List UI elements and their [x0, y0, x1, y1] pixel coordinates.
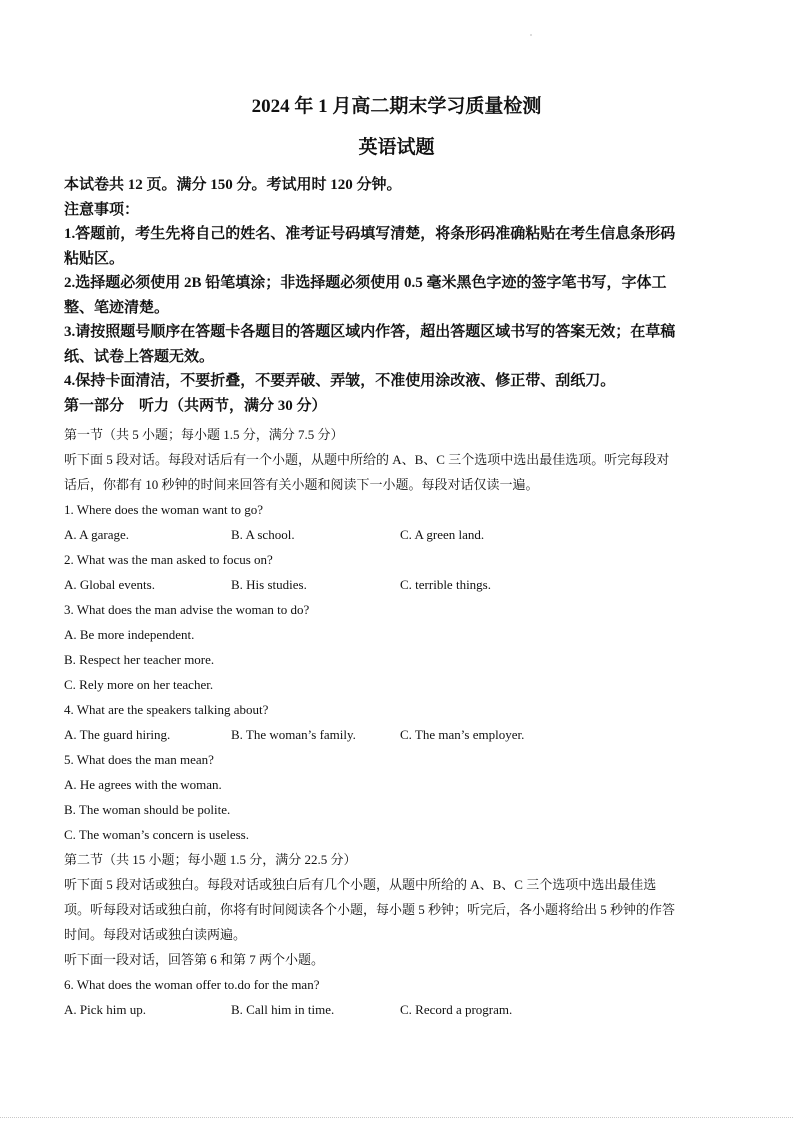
scan-speck	[530, 34, 532, 36]
question-6: 6. What does the woman offer to.do for the man?	[64, 977, 320, 992]
option-c: C. A green land.	[400, 527, 485, 542]
option-a: A. Pick him up.	[64, 1002, 146, 1017]
notice-rule-2-cont: 整、笔迹清楚。	[64, 299, 170, 316]
listening-section	[64, 422, 734, 1022]
question-5: 5. What does the man mean?	[64, 752, 214, 767]
option-b: B. Call him in time.	[231, 1002, 335, 1017]
option-c: C. Record a program.	[400, 1002, 513, 1017]
part1-heading: 第一部分 听力（共两节，满分 30 分）	[64, 397, 327, 414]
notice-rule-3-cont: 纸、试卷上答题无效。	[64, 348, 215, 365]
section2-instruction-cont: 项。听每段对话或独白前，你将有时间阅读各个小题，每小题 5 秒钟；听完后，各小题将给出 5 秒钟的作答	[64, 902, 676, 917]
exam-subtitle: 英语试题	[358, 137, 435, 158]
section1-heading: 第一节（共 5 小题；每小题 1.5 分，满分 7.5 分）	[64, 427, 344, 442]
exam-notice	[64, 173, 734, 418]
dialogue-intro: 听下面一段对话，回答第 6 和第 7 两个小题。	[64, 952, 325, 967]
question-2-options	[64, 572, 734, 597]
option-b: B. The woman should be polite.	[64, 802, 231, 817]
question-1: 1. Where does the woman want to go?	[64, 502, 264, 517]
question-6-options	[64, 997, 734, 1022]
notice-rule-1: 1.答题前，考生先将自己的姓名、准考证号码填写清楚，将条形码准确粘贴在考生信息条形码	[64, 226, 676, 242]
option-c: C. The man’s employer.	[400, 727, 525, 742]
option-a: A. The guard hiring.	[64, 727, 171, 742]
page-bottom-rule	[0, 1117, 793, 1118]
question-3: 3. What does the man advise the woman to do?	[64, 602, 310, 617]
section1-instruction-cont: 话后，你都有 10 秒钟的时间来回答有关小题和阅读下一小题。每段对话仅读一遍。	[64, 477, 539, 492]
section2-heading: 第二节（共 15 小题；每小题 1.5 分，满分 22.5 分）	[64, 852, 357, 867]
question-2: 2. What was the man asked to focus on?	[64, 552, 273, 567]
option-c: C. terrible things.	[400, 577, 491, 592]
section2-instruction: 听下面 5 段对话或独白。每段对话或独白后有几个小题，从题中所给的 A、B、C 三个选项中选出最佳选	[64, 877, 657, 892]
option-a: A. A garage.	[64, 527, 129, 542]
exam-intro: 本试卷共 12 页。满分 150 分。考试用时 120 分钟。	[64, 177, 402, 193]
exam-title: 2024 年 1 月高二期末学习质量检测	[251, 96, 542, 117]
notice-rule-3: 3.请按照题号顺序在答题卡各题目的答题区域内作答，超出答题区域书写的答案无效；在草稿	[64, 324, 676, 340]
section2-instruction-end: 时间。每段对话或独白读两遍。	[64, 927, 247, 942]
question-1-options	[64, 522, 734, 547]
notice-rule-2: 2.选择题必须使用 2B 铅笔填涂；非选择题必须使用 0.5 毫米黑色字迹的签字笔书写，字体工	[64, 275, 667, 291]
question-4-options	[64, 722, 734, 747]
notice-rule-4: 4.保持卡面清洁，不要折叠，不要弄破、弄皱，不准使用涂改液、修正带、刮纸刀。	[64, 373, 616, 389]
option-a: A. Be more independent.	[64, 627, 195, 642]
option-b: B. His studies.	[231, 577, 307, 592]
option-c: C. Rely more on her teacher.	[64, 677, 214, 692]
option-a: A. He agrees with the woman.	[64, 777, 222, 792]
option-b: B. A school.	[231, 527, 295, 542]
notice-rule-1-cont: 粘贴区。	[64, 250, 125, 267]
option-b: B. The woman’s family.	[231, 727, 356, 742]
option-b: B. Respect her teacher more.	[64, 652, 215, 667]
notice-heading: 注意事项：	[64, 201, 140, 218]
question-4: 4. What are the speakers talking about?	[64, 702, 269, 717]
option-a: A. Global events.	[64, 577, 155, 592]
section1-instruction: 听下面 5 段对话。每段对话后有一个小题，从题中所给的 A、B、C 三个选项中选出最佳选项。听完每段对	[64, 452, 670, 467]
option-c: C. The woman’s concern is useless.	[64, 827, 249, 842]
